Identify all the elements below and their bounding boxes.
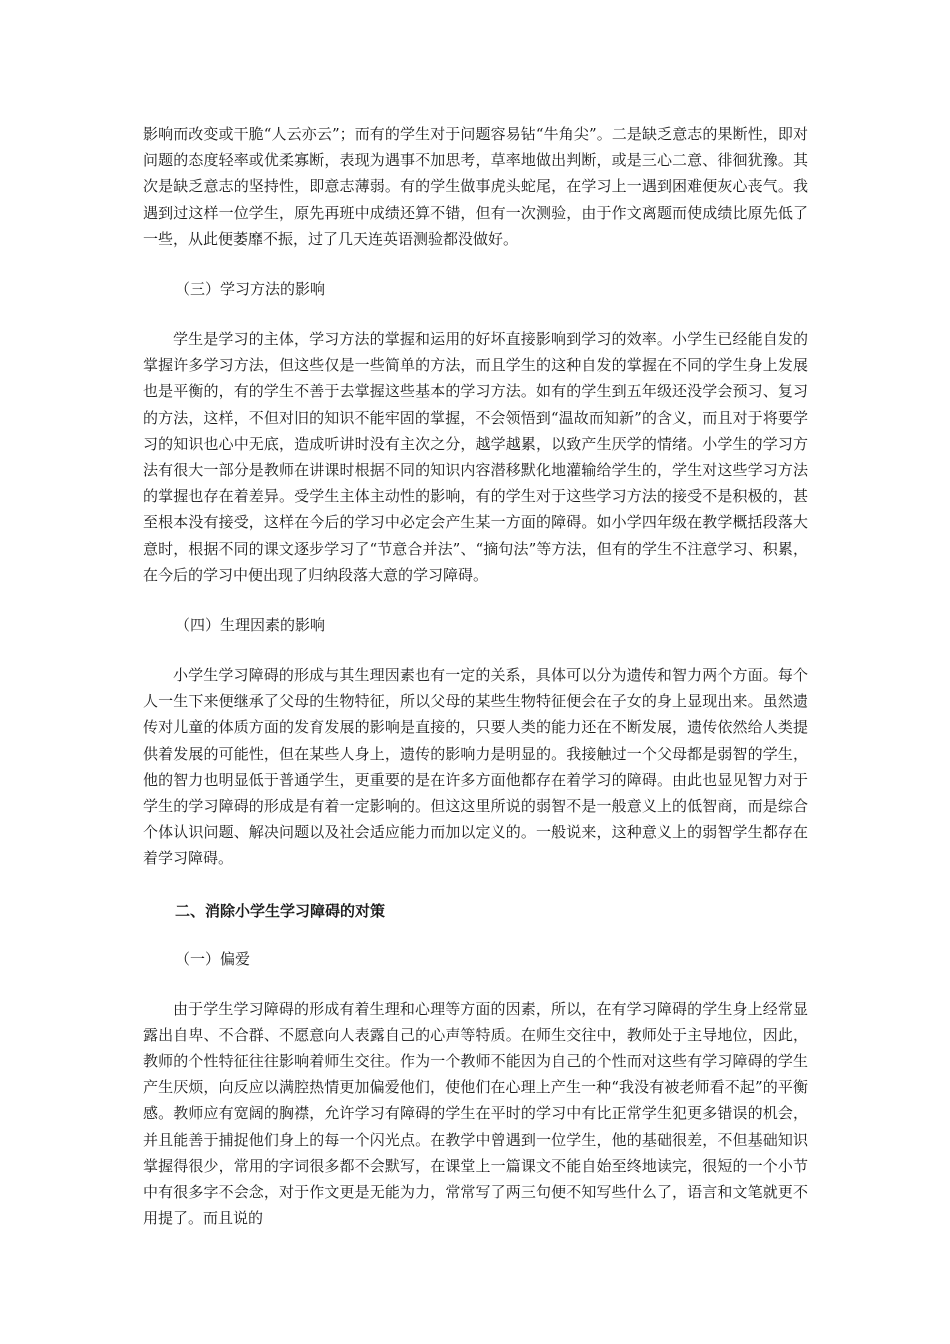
section-heading-countermeasures: 二、消除小学生学习障碍的对策	[175, 901, 386, 920]
heading-physiological-factors: （四）生理因素的影响	[175, 616, 326, 635]
paragraph-favoritism: 由于学生学习障碍的形成有着生理和心理等方面的因素，所以，在有学习障碍的学生身上经常显露出自卑、不合群、不愿意向人表露自己的心声等特质。在师生交往中，教师处于主导地位，因此，教师的个性特征往往影响着师生交往。作为一个教师不能因为自己的个性而对这些有学习障碍的学生产生厌烦，向反应以满腔热情更加偏爱他们，使他们在心理上产生一种“我没有被老师看不起”的平衡感。教师应有宽阔的胸襟，允许学习有障碍的学生在平时的学习中有比正常学生犯更多错误的机会，并且能善于捕捉他们身上的每一个闪光点。在教学中曾遇到一位学生，他的基础很差，不但基础知识掌握得很少，常用的字词很多都不会默写，在课堂上一篇课文不能自始至终地读完，很短的一个小节中有很多字不会念，对于作文更是无能为力，常常写了两三句便不知写些什么了，语言和文笔就更不用提了。而且说的	[143, 999, 808, 1228]
paragraph-learning-methods: 学生是学习的主体，学习方法的掌握和运用的好坏直接影响到学习的效率。小学生已经能自发的掌握许多学习方法，但这些仅是一些简单的方法，而且学生的这种自发的掌握在不同的学生身上发展也是平衡的，有的学生不善于去掌握这些基本的学习方法。如有的学生到五年级还没学会预习、复习的方法，这样，不但对旧的知识不能牢固的掌握，不会领悟到“温故而知新”的含义，而且对于将要学习的知识也心中无底，造成听讲时没有主次之分，越学越累，以致产生厌学的情绪。小学生的学习方法有很大一部分是教师在讲课时根据不同的知识内容潜移默化地灌输给学生的，学生对这些学习方法的掌握也存在着差异。受学生主体主动性的影响，有的学生对于这些学习方法的接受不是积极的，甚至根本没有接受，这样在今后的学习中必定会产生某一方面的障碍。如小学四年级在教学概括段落大意时，根据不同的课文逐步学习了“节意合并法”、“摘句法”等方法，但有的学生不注意学习、积累，在今后的学习中便出现了归纳段落大意的学习障碍。	[143, 330, 808, 584]
document-page	[143, 121, 808, 1232]
heading-favoritism: （一）偏爱	[175, 949, 251, 968]
paragraph-willpower: 影响而改变或干脆“人云亦云”；而有的学生对于问题容易钻“牛角尖”。二是缺乏意志的果断性，即对问题的态度轻率或优柔寡断，表现为遇事不加思考，草率地做出判断，或是三心二意、徘徊犹豫。其次是缺乏意志的坚持性，即意志薄弱。有的学生做事虎头蛇尾，在学习上一遇到困难便灰心丧气。我遇到过这样一位学生，原先再班中成绩还算不错，但有一次测验，由于作文离题而使成绩比原先低了一些，从此便萎靡不振，过了几天连英语测验都没做好。	[143, 125, 808, 248]
heading-learning-methods: （三）学习方法的影响	[175, 280, 326, 299]
paragraph-physiological-factors: 小学生学习障碍的形成与其生理因素也有一定的关系，具体可以分为遗传和智力两个方面。每个人一生下来便继承了父母的生物特征，所以父母的某些生物特征便会在子女的身上显现出来。虽然遗传对儿童的体质方面的发育发展的影响是直接的，只要人类的能力还在不断发展，遗传依然给人类提供着发展的可能性，但在某些人身上，遗传的影响力是明显的。我接触过一个父母都是弱智的学生，他的智力也明显低于普通学生，更重要的是在许多方面他都存在着学习的障碍。由此也显见智力对于学生的学习障碍的形成是有着一定影响的。但这这里所说的弱智不是一般意义上的低智商，而是综合个体认识问题、解决问题以及社会适应能力而加以定义的。一般说来，这种意义上的弱智学生都存在着学习障碍。	[143, 666, 808, 868]
